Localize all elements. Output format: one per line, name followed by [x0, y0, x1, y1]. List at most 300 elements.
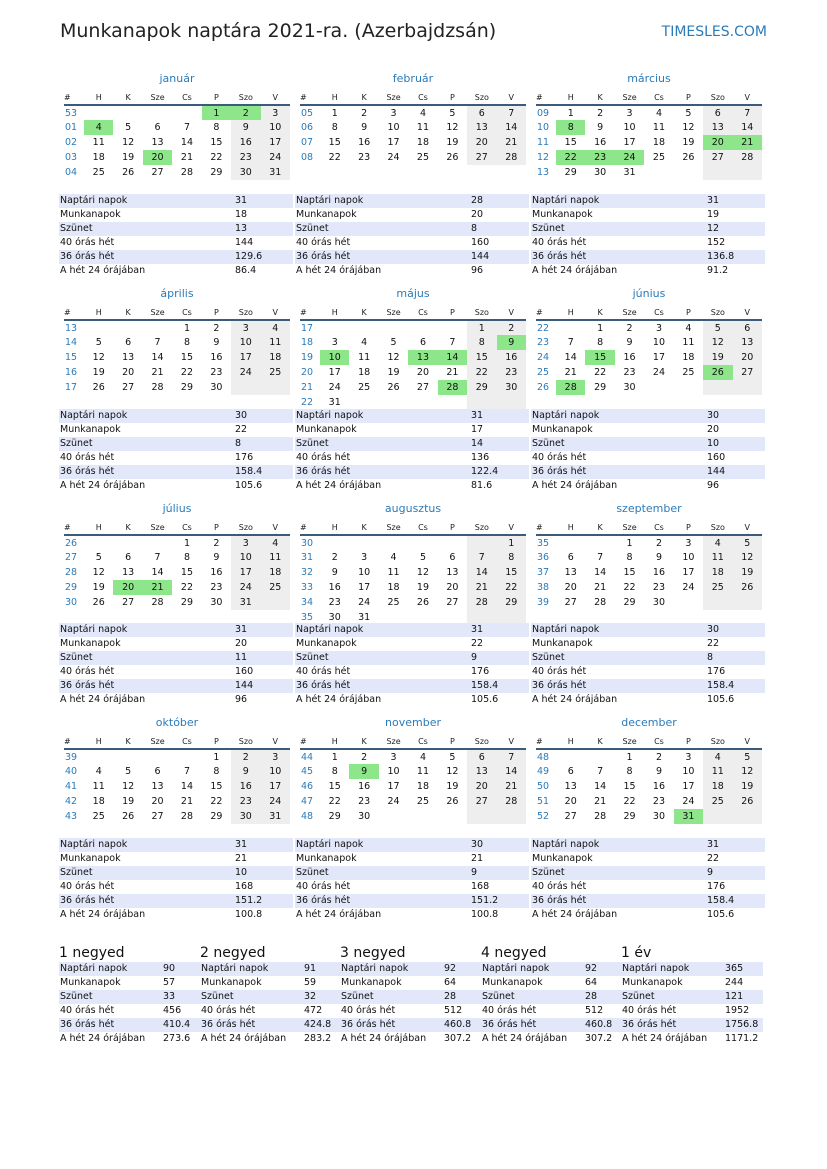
day-cell: 7 [449, 337, 456, 348]
stat-value: 8 [707, 652, 714, 663]
stat-row [621, 1004, 763, 1018]
day-cell: 16 [231, 779, 260, 794]
week-number: 48 [301, 811, 314, 822]
stat-value: 105.6 [707, 909, 735, 920]
stat-label: Munkanapok [296, 424, 357, 435]
week-row [64, 535, 290, 550]
weekday-header: Sze [615, 90, 644, 105]
day-cell: 29 [594, 382, 607, 393]
day-cell: 2 [597, 107, 604, 119]
weekday-header: K [349, 305, 378, 320]
stat-row [531, 838, 765, 852]
day-cell: 13 [564, 567, 577, 578]
day-cell: 19 [416, 582, 430, 593]
month-table [64, 520, 290, 610]
stat-label: A hét 24 órájában [341, 1033, 427, 1044]
day-cell [733, 595, 762, 610]
stat-row [531, 222, 765, 236]
stat-value: 31 [235, 195, 248, 206]
day-cell: 23 [585, 150, 614, 165]
day-cell: 17 [623, 137, 636, 148]
day-cell: 17 [231, 350, 260, 365]
stat-label: Naptári napok [296, 624, 364, 635]
stat-row [621, 990, 763, 1004]
stat-row [295, 451, 529, 465]
day-cell: 16 [652, 567, 666, 578]
week-row [64, 749, 290, 764]
stat-row [295, 479, 529, 493]
weekday-header: V [497, 520, 526, 535]
day-cell: 4 [419, 107, 426, 119]
stat-value: 176 [235, 452, 254, 463]
weekday-header: V [733, 305, 762, 320]
week-number: 43 [65, 811, 78, 822]
day-cell: 13 [446, 567, 459, 578]
day-cell [703, 809, 732, 824]
stat-value: 144 [235, 237, 254, 248]
stat-row [295, 409, 529, 423]
week-row [300, 135, 526, 150]
day-cell: 15 [623, 567, 636, 578]
day-cell: 17 [231, 565, 260, 580]
day-cell: 4 [361, 337, 368, 348]
day-cell: 21 [594, 582, 607, 593]
weekday-header: H [556, 90, 585, 105]
week-number: 10 [537, 122, 550, 133]
day-cell: 13 [122, 352, 135, 363]
day-cell: 1 [626, 751, 633, 763]
day-cell: 23 [623, 367, 636, 378]
day-cell: 14 [564, 352, 577, 363]
month-calendar [64, 716, 290, 824]
weekday-header: P [438, 520, 467, 535]
stat-row [531, 894, 765, 908]
day-cell: 25 [387, 597, 400, 608]
week-row [536, 350, 762, 365]
day-cell: 3 [361, 552, 368, 563]
weekday-header: # [64, 520, 84, 535]
day-cell: 13 [467, 120, 496, 135]
day-cell: 16 [210, 352, 223, 363]
stat-row [59, 651, 293, 665]
day-cell: 9 [626, 337, 633, 348]
day-cell: 31 [623, 167, 636, 178]
quarter-block [340, 944, 482, 1046]
weekday-header: K [113, 90, 142, 105]
week-row [300, 335, 526, 350]
weekday-header: Szo [703, 520, 732, 535]
week-number: 25 [537, 367, 550, 378]
stat-row [59, 409, 293, 423]
stat-label: 36 órás hét [532, 680, 587, 691]
stat-label: Naptári napok [60, 839, 128, 850]
week-number: 07 [301, 137, 314, 148]
day-cell: 2 [655, 751, 662, 763]
day-cell: 23 [231, 794, 260, 809]
stat-row [295, 852, 529, 866]
stat-row [531, 679, 765, 693]
week-row [64, 150, 290, 165]
week-row [300, 580, 526, 595]
day-cell: 18 [261, 350, 290, 365]
stat-label: Szünet [532, 652, 565, 663]
stat-row [531, 236, 765, 250]
day-cell [261, 380, 290, 395]
day-cell: 21 [497, 135, 526, 150]
stat-value: 273.6 [163, 1033, 191, 1044]
day-cell: 24 [387, 796, 400, 807]
stat-row [295, 264, 529, 278]
day-cell: 7 [733, 105, 762, 120]
stat-label: Munkanapok [296, 209, 357, 220]
month-table [536, 90, 762, 180]
quarter-block [621, 944, 763, 1046]
weekday-header: Szo [703, 734, 732, 749]
day-cell: 31 [261, 165, 290, 180]
week-row [64, 105, 290, 120]
stat-row [295, 423, 529, 437]
week-number: 13 [65, 322, 78, 334]
stat-label: Szünet [296, 652, 329, 663]
day-cell [84, 105, 113, 120]
weekday-header: Szo [467, 90, 496, 105]
day-cell: 18 [358, 367, 371, 378]
day-cell: 14 [151, 352, 164, 363]
day-cell [674, 380, 703, 395]
month-name: október [155, 716, 199, 729]
stat-value: 64 [585, 977, 598, 988]
day-cell: 8 [183, 552, 190, 563]
stat-row [59, 679, 293, 693]
week-row [300, 380, 526, 395]
day-cell: 24 [231, 365, 260, 380]
stat-label: A hét 24 órájában [532, 265, 618, 276]
day-cell: 26 [733, 794, 762, 809]
stat-label: Naptári napok [296, 839, 364, 850]
week-row [536, 535, 762, 550]
day-cell: 22 [180, 367, 194, 378]
weekday-header: Sze [379, 90, 408, 105]
day-cell [113, 105, 142, 120]
stat-value: 121 [725, 991, 744, 1002]
stat-label: Naptári napok [296, 410, 364, 421]
day-cell: 19 [703, 350, 732, 365]
weekday-header: V [497, 90, 526, 105]
week-number: 12 [537, 152, 550, 163]
day-cell: 29 [328, 811, 341, 822]
day-cell: 1 [183, 537, 190, 549]
day-cell: 11 [92, 137, 105, 148]
stat-value: 21 [471, 853, 484, 864]
stat-label: Munkanapok [296, 853, 357, 864]
day-cell [467, 809, 496, 824]
day-cell: 18 [652, 137, 666, 148]
stat-label: A hét 24 órájában [296, 909, 382, 920]
day-cell [438, 535, 467, 550]
day-cell: 20 [446, 582, 459, 593]
stat-row [59, 665, 293, 679]
day-cell [113, 535, 142, 550]
week-row [64, 550, 290, 565]
day-cell: 28 [497, 150, 526, 165]
day-cell: 23 [210, 582, 223, 593]
day-cell [379, 395, 408, 410]
stat-label: 36 órás hét [60, 251, 115, 262]
stat-row [59, 222, 293, 236]
day-cell: 7 [497, 105, 526, 120]
week-number: 19 [301, 352, 314, 363]
day-cell [408, 320, 437, 335]
day-cell: 18 [416, 137, 430, 148]
month-stats [59, 623, 293, 707]
day-cell [231, 380, 260, 395]
day-cell: 7 [154, 552, 161, 563]
stat-value: 160 [707, 452, 726, 463]
day-cell: 12 [416, 567, 430, 578]
week-row [64, 764, 290, 779]
day-cell: 7 [597, 552, 604, 563]
day-cell: 19 [387, 367, 400, 378]
stat-label: 36 órás hét [622, 1019, 677, 1030]
stat-value: 20 [707, 424, 720, 435]
weekday-header: V [261, 734, 290, 749]
weekday-header: Cs [408, 90, 437, 105]
day-cell: 21 [180, 152, 194, 163]
day-cell: 14 [733, 120, 762, 135]
day-cell: 31 [231, 595, 260, 610]
week-row [64, 595, 290, 610]
stat-row [295, 838, 529, 852]
stat-label: 40 órás hét [532, 666, 587, 677]
stat-label: Szünet [296, 867, 329, 878]
day-cell [467, 395, 496, 410]
stat-label: 36 órás hét [296, 895, 351, 906]
day-cell [320, 320, 349, 335]
stat-value: 92 [444, 963, 457, 974]
stat-value: 8 [235, 438, 242, 449]
stat-label: Munkanapok [60, 977, 121, 988]
day-cell: 5 [733, 535, 762, 550]
stat-row [481, 1004, 623, 1018]
quarter-title: 1 negyed [59, 945, 125, 961]
month-name: augusztus [384, 502, 442, 515]
weekday-header: # [64, 90, 84, 105]
stat-row [295, 637, 529, 651]
weekday-header: P [438, 90, 467, 105]
day-cell: 6 [733, 320, 762, 335]
day-cell: 21 [733, 135, 762, 150]
day-cell: 20 [151, 796, 164, 807]
weekday-header: H [84, 520, 113, 535]
stat-row [295, 665, 529, 679]
day-cell: 5 [685, 107, 692, 119]
week-number: 49 [537, 766, 550, 777]
day-cell [733, 165, 762, 180]
weekday-header: K [585, 520, 614, 535]
month-calendar [64, 287, 290, 395]
month-table [300, 520, 526, 625]
day-cell: 29 [210, 811, 223, 822]
stat-row [531, 194, 765, 208]
weekday-header: Cs [172, 734, 201, 749]
day-cell: 25 [652, 152, 666, 163]
day-cell: 28 [594, 597, 607, 608]
day-cell: 29 [623, 811, 636, 822]
weekday-header: P [202, 734, 231, 749]
weekday-header: Cs [644, 520, 673, 535]
day-cell: 10 [682, 766, 695, 777]
day-cell: 15 [585, 350, 614, 365]
day-cell: 17 [261, 135, 290, 150]
day-cell: 20 [467, 135, 496, 150]
day-cell: 5 [419, 552, 426, 563]
weekday-header: H [84, 734, 113, 749]
stat-label: 36 órás hét [532, 895, 587, 906]
weekday-header: # [536, 305, 556, 320]
month-stats [531, 409, 765, 493]
stat-row [200, 1004, 342, 1018]
week-row [536, 779, 762, 794]
stat-value: 19 [707, 209, 720, 220]
quarter-title: 1 év [621, 945, 652, 961]
week-number: 32 [301, 567, 314, 578]
day-cell: 1 [626, 537, 633, 549]
month-stats [59, 838, 293, 922]
day-cell [84, 749, 113, 764]
weekday-header: V [497, 734, 526, 749]
month-name: június [632, 287, 666, 300]
week-row [536, 150, 762, 165]
month-calendar [536, 716, 762, 824]
day-cell: 10 [623, 122, 636, 133]
stat-row [531, 264, 765, 278]
week-row [64, 350, 290, 365]
month-stats [295, 194, 529, 278]
month-stats [295, 623, 529, 707]
day-cell: 2 [497, 320, 526, 335]
stat-value: 91 [304, 963, 317, 974]
day-cell: 11 [261, 335, 290, 350]
stat-row [200, 962, 342, 976]
day-cell [644, 165, 673, 180]
stat-label: 40 órás hét [532, 237, 587, 248]
month-table [300, 90, 526, 165]
day-cell: 1 [467, 320, 496, 335]
weekday-header: P [674, 520, 703, 535]
stat-label: 36 órás hét [532, 466, 587, 477]
day-cell: 29 [564, 167, 577, 178]
day-cell: 18 [92, 152, 105, 163]
day-cell: 18 [682, 352, 695, 363]
brand-link[interactable]: TIMESLES.COM [661, 24, 767, 40]
weekday-header: V [733, 520, 762, 535]
stat-value: 20 [471, 209, 484, 220]
day-cell: 9 [655, 766, 662, 777]
stat-row [295, 194, 529, 208]
day-cell [585, 535, 614, 550]
weekday-header: # [536, 90, 556, 105]
day-cell: 16 [358, 137, 371, 148]
day-cell: 16 [358, 781, 371, 792]
stat-label: 36 órás hét [532, 251, 587, 262]
day-cell: 10 [231, 335, 260, 350]
day-cell: 31 [261, 809, 290, 824]
day-cell [438, 809, 467, 824]
stat-label: 40 órás hét [296, 237, 351, 248]
stat-value: 31 [471, 410, 484, 421]
week-number: 01 [65, 122, 78, 133]
day-cell: 24 [261, 794, 290, 809]
stat-row [59, 236, 293, 250]
week-row [536, 135, 762, 150]
stat-row [531, 451, 765, 465]
stat-value: 176 [471, 666, 490, 677]
weekday-header: # [536, 520, 556, 535]
stat-label: 36 órás hét [60, 895, 115, 906]
stat-label: A hét 24 órájában [296, 480, 382, 491]
stat-value: 30 [707, 624, 720, 635]
stat-value: 100.8 [235, 909, 263, 920]
day-cell: 7 [467, 550, 496, 565]
day-cell: 13 [151, 137, 164, 148]
weekday-header: V [497, 305, 526, 320]
stat-value: 9 [707, 867, 714, 878]
day-cell: 25 [358, 382, 371, 393]
stat-value: 105.6 [471, 694, 499, 705]
stat-label: A hét 24 órájában [60, 265, 146, 276]
day-cell: 7 [597, 766, 604, 777]
stat-label: 40 órás hét [60, 452, 115, 463]
stat-value: 512 [444, 1005, 463, 1016]
day-cell: 10 [652, 337, 666, 348]
day-cell: 30 [623, 382, 636, 393]
day-cell [143, 320, 172, 335]
day-cell: 17 [387, 781, 400, 792]
week-row [64, 335, 290, 350]
quarter-block [481, 944, 623, 1046]
day-cell: 8 [331, 122, 338, 133]
week-number: 09 [537, 107, 550, 119]
weekday-header: Szo [231, 520, 260, 535]
stat-row [59, 852, 293, 866]
stat-row [295, 894, 529, 908]
stat-value: 13 [235, 223, 248, 234]
day-cell: 22 [623, 796, 636, 807]
weekday-header: Szo [467, 734, 496, 749]
day-cell: 2 [361, 107, 368, 119]
weekday-header: P [438, 734, 467, 749]
day-cell: 22 [623, 582, 636, 593]
stat-label: Munkanapok [341, 977, 402, 988]
day-cell: 30 [231, 165, 260, 180]
month-calendar [536, 502, 762, 610]
day-cell: 6 [567, 552, 574, 563]
stat-label: Szünet [622, 991, 655, 1002]
stat-row [59, 976, 201, 990]
day-cell: 17 [328, 367, 341, 378]
day-cell: 9 [331, 567, 338, 578]
day-cell: 28 [151, 597, 164, 608]
week-row [64, 120, 290, 135]
month-name: március [627, 72, 671, 85]
day-cell: 9 [213, 337, 220, 348]
day-cell: 28 [594, 811, 607, 822]
stat-row [295, 222, 529, 236]
day-cell: 11 [652, 122, 666, 133]
day-cell: 1 [213, 751, 220, 763]
day-cell: 3 [331, 337, 338, 348]
day-cell: 21 [594, 796, 607, 807]
